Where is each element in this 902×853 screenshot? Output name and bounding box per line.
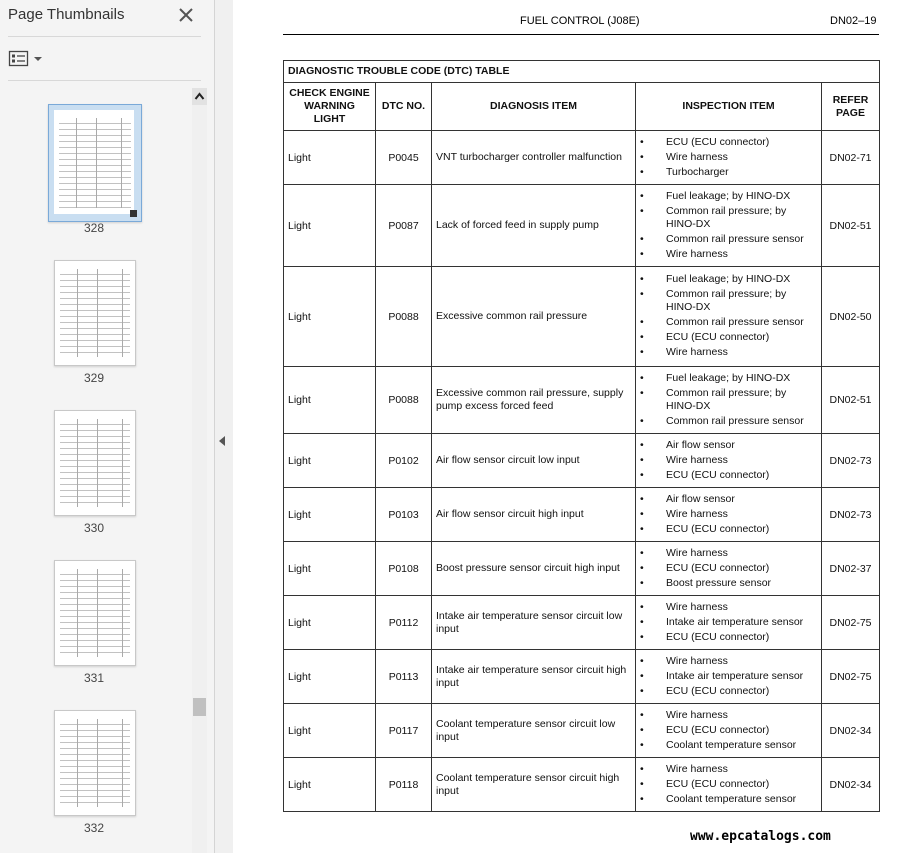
thumbnail-list [0, 88, 192, 853]
diagnosis-cell: Excessive common rail pressure, supply pump excess forced feed [432, 367, 636, 434]
warning-light-cell: Light [284, 542, 376, 596]
inspection-item: • ECU (ECU connector) [640, 331, 817, 344]
diagnosis-cell: Coolant temperature sensor circuit high input [432, 758, 636, 812]
inspection-item: • Common rail pressure; by HINO-DX [640, 205, 817, 231]
warning-light-cell: Light [284, 131, 376, 185]
refer-page-cell: DN02-51 [822, 185, 880, 267]
inspection-cell [636, 434, 822, 488]
table-row [284, 758, 880, 812]
dtc-code-cell: P0088 [376, 367, 432, 434]
thumbnail-label: 328 [83, 221, 105, 235]
thumbnail-options-button[interactable] [8, 49, 44, 69]
table-row [284, 596, 880, 650]
inspection-item: • Wire harness [640, 151, 817, 164]
inspection-item: • Wire harness [640, 454, 817, 467]
dtc-code-cell: P0088 [376, 267, 432, 367]
inspection-list [640, 544, 817, 594]
inspection-item: • Intake air temperature sensor [640, 616, 817, 629]
inspection-item: • Common rail pressure sensor [640, 233, 817, 246]
inspection-item: • Wire harness [640, 655, 817, 668]
inspection-item: • Common rail pressure sensor [640, 316, 817, 329]
column-header: REFER PAGE [822, 83, 880, 131]
refer-page-cell: DN02-75 [822, 596, 880, 650]
diagnosis-cell: Lack of forced feed in supply pump [432, 185, 636, 267]
warning-light-cell: Light [284, 434, 376, 488]
inspection-cell [636, 758, 822, 812]
inspection-cell [636, 131, 822, 185]
dtc-code-cell: P0112 [376, 596, 432, 650]
thumbnail-label: 330 [83, 521, 105, 535]
inspection-item: • Fuel leakage; by HINO-DX [640, 190, 817, 203]
page-header-title: FUEL CONTROL (J08E) [520, 15, 640, 27]
refer-page-cell: DN02-75 [822, 650, 880, 704]
inspection-item: • Turbocharger [640, 166, 817, 179]
refer-page-cell: DN02-34 [822, 758, 880, 812]
inspection-item: • Coolant temperature sensor [640, 793, 817, 806]
inspection-item: • ECU (ECU connector) [640, 778, 817, 791]
inspection-list [640, 490, 817, 540]
column-header: CHECK ENGINE WARNING LIGHT [284, 83, 376, 131]
dtc-code-cell: P0108 [376, 542, 432, 596]
watermark-url: www.epcatalogs.com [690, 829, 831, 844]
chevron-up-icon [192, 88, 207, 105]
thumbnail-content [60, 269, 130, 357]
column-header: DIAGNOSIS ITEM [432, 83, 636, 131]
header-rule [283, 34, 879, 35]
inspection-list [640, 133, 817, 183]
inspection-cell [636, 367, 822, 434]
dtc-table [283, 60, 880, 812]
diagnosis-cell: Air flow sensor circuit high input [432, 488, 636, 542]
thumbnail-columns [77, 419, 78, 507]
diagnosis-cell: Intake air temperature sensor circuit high input [432, 650, 636, 704]
collapse-arrow-icon [219, 436, 225, 446]
diagnosis-cell: Coolant temperature sensor circuit low input [432, 704, 636, 758]
warning-light-cell: Light [284, 758, 376, 812]
inspection-list [640, 652, 817, 702]
list-options-icon [8, 49, 44, 69]
thumbnail-label: 331 [83, 671, 105, 685]
dtc-code-cell: P0113 [376, 650, 432, 704]
inspection-item: • ECU (ECU connector) [640, 724, 817, 737]
inspection-list [640, 706, 817, 756]
table-row [284, 131, 880, 185]
refer-page-cell: DN02-73 [822, 434, 880, 488]
page-thumbnail-329[interactable] [54, 260, 136, 366]
column-header: DTC NO. [376, 83, 432, 131]
thumbnail-columns [77, 269, 78, 357]
inspection-cell [636, 267, 822, 367]
inspection-list [640, 760, 817, 810]
inspection-item: • Common rail pressure; by HINO-DX [640, 387, 817, 413]
page-thumbnail-330[interactable] [54, 410, 136, 516]
table-row [284, 367, 880, 434]
inspection-item: • Fuel leakage; by HINO-DX [640, 372, 817, 385]
inspection-item: • Wire harness [640, 709, 817, 722]
inspection-list [640, 369, 817, 432]
diagnosis-cell: Excessive common rail pressure [432, 267, 636, 367]
inspection-cell [636, 650, 822, 704]
refer-page-cell: DN02-37 [822, 542, 880, 596]
inspection-item: • Wire harness [640, 763, 817, 776]
column-header: INSPECTION ITEM [636, 83, 822, 131]
inspection-cell [636, 596, 822, 650]
page-thumbnail-331[interactable] [54, 560, 136, 666]
close-panel-button[interactable] [176, 5, 196, 25]
inspection-item: • Common rail pressure sensor [640, 415, 817, 428]
table-row [284, 488, 880, 542]
refer-page-cell: DN02-73 [822, 488, 880, 542]
refer-page-cell: DN02-50 [822, 267, 880, 367]
dtc-table-body [284, 131, 880, 812]
inspection-item: • Coolant temperature sensor [640, 739, 817, 752]
inspection-cell [636, 488, 822, 542]
warning-light-cell: Light [284, 596, 376, 650]
dtc-code-cell: P0045 [376, 131, 432, 185]
refer-page-cell: DN02-51 [822, 367, 880, 434]
diagnosis-cell: VNT turbocharger controller malfunction [432, 131, 636, 185]
warning-light-cell: Light [284, 650, 376, 704]
thumbnail-content [59, 118, 131, 208]
inspection-list [640, 436, 817, 486]
warning-light-cell: Light [284, 185, 376, 267]
refer-page-cell: DN02-34 [822, 704, 880, 758]
thumbnail-content [60, 569, 130, 657]
inspection-item: • ECU (ECU connector) [640, 562, 817, 575]
table-row [284, 650, 880, 704]
thumbnail-content [60, 719, 130, 807]
inspection-item: • Wire harness [640, 601, 817, 614]
table-row [284, 267, 880, 367]
inspection-item: • Air flow sensor [640, 439, 817, 452]
page-header-number: DN02–19 [830, 15, 877, 27]
panel-collapse-strip[interactable] [215, 0, 233, 853]
dtc-code-cell: P0087 [376, 185, 432, 267]
inspection-item: • Boost pressure sensor [640, 577, 817, 590]
inspection-item: • Wire harness [640, 346, 817, 359]
table-row [284, 434, 880, 488]
inspection-cell [636, 542, 822, 596]
close-icon [176, 5, 196, 25]
thumbnail-content [60, 419, 130, 507]
dtc-code-cell: P0118 [376, 758, 432, 812]
thumbnail-columns [77, 569, 78, 657]
inspection-item: • ECU (ECU connector) [640, 685, 817, 698]
inspection-list [640, 187, 817, 265]
inspection-item: • Air flow sensor [640, 493, 817, 506]
dtc-code-cell: P0117 [376, 704, 432, 758]
diagnosis-cell: Boost pressure sensor circuit high input [432, 542, 636, 596]
warning-light-cell: Light [284, 488, 376, 542]
table-row [284, 185, 880, 267]
panel-divider [8, 80, 201, 81]
inspection-list [640, 598, 817, 648]
diagnosis-cell: Air flow sensor circuit low input [432, 434, 636, 488]
scroll-up-button[interactable] [192, 88, 207, 105]
thumbnail-columns [76, 118, 77, 208]
inspection-item: • Wire harness [640, 248, 817, 261]
panel-title: Page Thumbnails [8, 6, 125, 23]
thumbnail-columns [77, 719, 78, 807]
panel-divider [8, 36, 201, 37]
warning-light-cell: Light [284, 267, 376, 367]
table-row [284, 704, 880, 758]
inspection-item: • ECU (ECU connector) [640, 523, 817, 536]
refer-page-cell: DN02-71 [822, 131, 880, 185]
inspection-cell [636, 704, 822, 758]
warning-light-cell: Light [284, 367, 376, 434]
thumbnail-resize-handle[interactable] [130, 210, 137, 217]
inspection-cell [636, 185, 822, 267]
inspection-item: • Wire harness [640, 547, 817, 560]
dtc-code-cell: P0102 [376, 434, 432, 488]
inspection-item: • ECU (ECU connector) [640, 136, 817, 149]
inspection-item: • Common rail pressure; by HINO-DX [640, 288, 817, 314]
inspection-item: • Wire harness [640, 508, 817, 521]
page-thumbnail-332[interactable] [54, 710, 136, 816]
thumbnail-label: 332 [83, 821, 105, 835]
dtc-code-cell: P0103 [376, 488, 432, 542]
inspection-item: • Intake air temperature sensor [640, 670, 817, 683]
page-thumbnail-328[interactable] [48, 104, 142, 222]
inspection-item: • ECU (ECU connector) [640, 631, 817, 644]
thumbnails-panel [0, 0, 215, 853]
thumbnail-scrollbar[interactable] [192, 88, 207, 853]
table-row [284, 542, 880, 596]
thumbnail-label: 329 [83, 371, 105, 385]
scrollbar-thumb[interactable] [193, 698, 206, 716]
inspection-item: • ECU (ECU connector) [640, 469, 817, 482]
inspection-list [640, 270, 817, 363]
table-caption: DIAGNOSTIC TROUBLE CODE (DTC) TABLE [284, 61, 880, 83]
diagnosis-cell: Intake air temperature sensor circuit low input [432, 596, 636, 650]
warning-light-cell: Light [284, 704, 376, 758]
inspection-item: • Fuel leakage; by HINO-DX [640, 273, 817, 286]
